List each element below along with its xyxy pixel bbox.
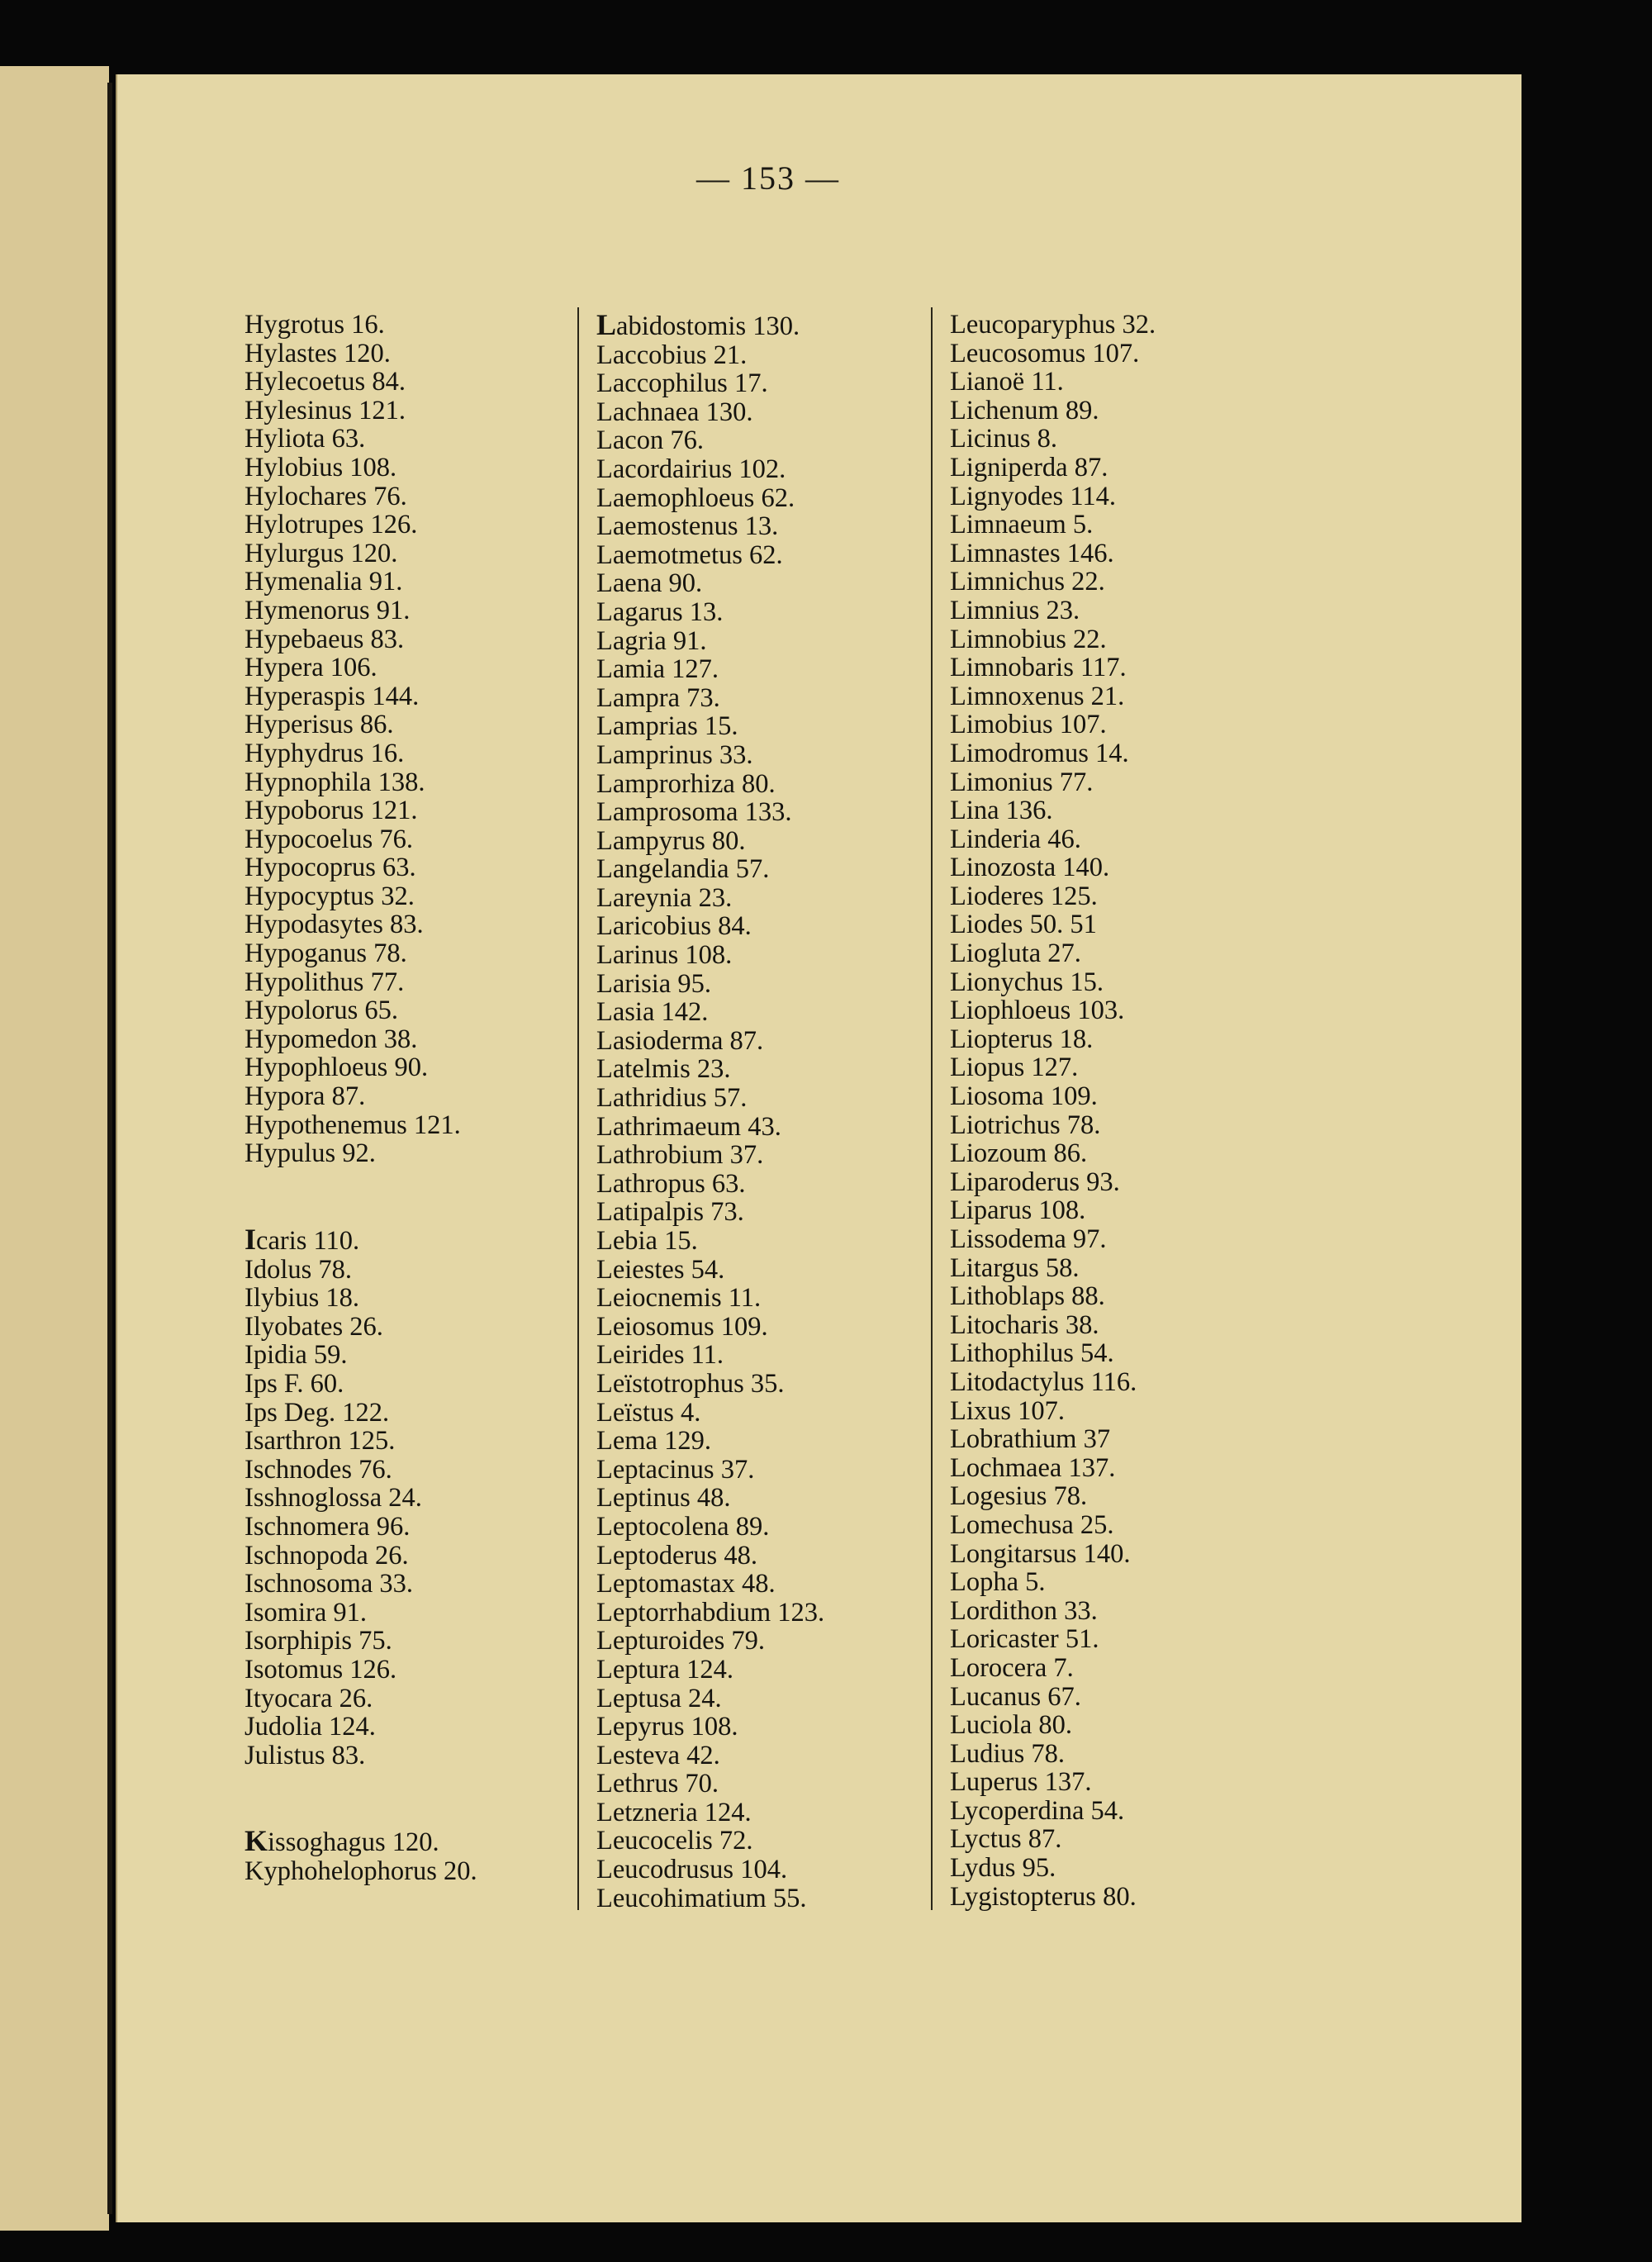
index-entry: Hyliota 63.	[244, 424, 366, 454]
index-entry: Leptinus 48.	[596, 1483, 731, 1514]
index-entry: Laemostenus 13.	[596, 511, 779, 542]
index-entry: Hyperisus 86.	[244, 710, 394, 740]
index-entry: Lionychus 15.	[950, 967, 1104, 997]
index-entry: Leptocolena 89.	[596, 1511, 770, 1542]
index-entry: Lydus 95.	[950, 1853, 1056, 1884]
index-entry: Larisia 95.	[596, 968, 711, 999]
index-entry: Liogluta 27.	[950, 939, 1081, 969]
index-entry: Leptusa 24.	[596, 1683, 722, 1713]
index-column-1	[244, 311, 477, 1886]
index-entry: Lina 136.	[950, 796, 1053, 826]
index-entry: Laemotmetus 62.	[596, 539, 783, 570]
index-entry: Hypebaeus 83.	[244, 624, 405, 654]
index-entry: Lampra 73.	[596, 682, 720, 713]
index-entry: Hymenalia 91.	[244, 567, 403, 597]
index-entry: Licinus 8.	[950, 424, 1057, 454]
index-entry: Ips Deg. 122.	[244, 1397, 390, 1428]
index-entry: Limnaeum 5.	[950, 510, 1094, 540]
index-entry: Lepturoides 79.	[596, 1626, 765, 1656]
index-entry: Lathropus 63.	[596, 1168, 746, 1199]
index-entry: Isshnoglossa 24.	[244, 1483, 422, 1514]
index-entry: Hylecoetus 84.	[244, 367, 406, 397]
index-entry: Ipidia 59.	[244, 1340, 348, 1371]
index-entry: Hypomedon 38.	[244, 1024, 418, 1054]
index-entry: Lichenum 89.	[950, 395, 1099, 425]
index-entry: Hypolorus 65.	[244, 996, 398, 1026]
index-entry: Lithoblaps 88.	[950, 1281, 1105, 1312]
index-entry: Limodromus 14.	[950, 738, 1129, 768]
index-entry: Logesius 78.	[950, 1481, 1088, 1512]
index-entry: Leptacinus 37.	[596, 1454, 755, 1485]
index-entry: Liozoum 86.	[950, 1138, 1088, 1169]
index-entry: Limnastes 146.	[950, 538, 1114, 568]
index-entry: Hypulus 92.	[244, 1138, 376, 1169]
index-entry: Liparus 108.	[950, 1195, 1086, 1226]
index-entry: Laemophloeus 62.	[596, 482, 795, 513]
index-entry: Lianoë 11.	[950, 367, 1064, 397]
index-entry: Isarthron 125.	[244, 1426, 396, 1457]
index-entry: Lacordairius 102.	[596, 454, 786, 484]
index-entry: Lesteva 42.	[596, 1740, 720, 1770]
index-entry: Ischnomera 96.	[244, 1511, 411, 1542]
index-entry: Letzneria 124.	[596, 1797, 752, 1827]
index-entry: Hymenorus 91.	[244, 595, 411, 625]
index-entry: Longitarsus 140.	[950, 1538, 1131, 1569]
index-entry: Limnobius 22.	[950, 624, 1107, 654]
index-entry: Ischnosoma 33.	[244, 1569, 413, 1599]
index-column-2	[596, 308, 825, 1913]
index-entry: Linozosta 140.	[950, 853, 1110, 883]
index-entry: Ityocara 26.	[244, 1683, 373, 1713]
index-entry: Lochmaea 137.	[950, 1452, 1116, 1483]
index-entry: Labidostomis 130.	[596, 308, 800, 341]
index-entry: Hylesinus 121.	[244, 395, 406, 425]
index-entry: Hypocoprus 63.	[244, 853, 416, 883]
index-entry: Liotrichus 78.	[950, 1110, 1101, 1140]
index-entry: Lucanus 67.	[950, 1681, 1081, 1712]
index-entry: Liopterus 18.	[950, 1024, 1094, 1054]
facing-page-edge	[0, 66, 109, 2231]
index-entry: Lema 129.	[596, 1426, 711, 1457]
index-entry: Laricobius 84.	[596, 911, 752, 942]
index-entry: Leucosomus 107.	[950, 338, 1140, 368]
index-entry: Hygrotus 16.	[244, 310, 385, 340]
index-entry: Leirides 11.	[596, 1340, 724, 1371]
index-entry: Hylotrupes 126.	[244, 510, 418, 540]
index-entry: Liodes 50. 51	[950, 910, 1097, 940]
index-entry: Kissoghagus 120.	[244, 1824, 439, 1858]
index-entry: Hypothenemus 121.	[244, 1110, 461, 1140]
index-entry: Ilyobates 26.	[244, 1311, 383, 1342]
binding-gutter	[107, 83, 112, 2214]
index-entry: Lacon 76.	[596, 425, 704, 456]
index-entry: Leiocnemis 11.	[596, 1283, 762, 1314]
index-entry: Lordithon 33.	[950, 1595, 1098, 1626]
index-entry: Lignyodes 114.	[950, 481, 1116, 511]
section-gap	[244, 1196, 477, 1225]
index-entry: Hypoborus 121.	[244, 796, 418, 826]
index-entry: Laena 90.	[596, 568, 703, 599]
index-entry: Leiestes 54.	[596, 1254, 725, 1285]
index-entry: Hyphydrus 16.	[244, 738, 405, 768]
index-entry: Lathrimaeum 43.	[596, 1111, 781, 1142]
index-entry: Lachnaea 130.	[596, 397, 753, 427]
index-entry: Leptorrhabdium 123.	[596, 1597, 825, 1628]
index-entry: Lepyrus 108.	[596, 1712, 738, 1742]
index-entry: Hyperaspis 144.	[244, 681, 420, 711]
index-entry: Ludius 78.	[950, 1738, 1066, 1769]
index-entry: Lyctus 87.	[950, 1824, 1062, 1855]
index-entry: Lamprinus 33.	[596, 739, 753, 770]
index-entry: Langelandia 57.	[596, 854, 770, 885]
index-entry: Lithophilus 54.	[950, 1338, 1114, 1369]
index-entry: Hypocyptus 32.	[244, 881, 415, 911]
column-rule	[577, 307, 579, 1910]
index-entry: Leïstus 4.	[596, 1397, 701, 1428]
index-entry: Leptoderus 48.	[596, 1540, 757, 1571]
index-entry: Laccophilus 17.	[596, 368, 768, 399]
index-entry: Lareynia 23.	[596, 882, 733, 913]
index-entry: Ischnodes 76.	[244, 1454, 392, 1485]
index-entry: Lobrathium 37	[950, 1424, 1111, 1455]
index-entry: Kyphohelophorus 20.	[244, 1856, 477, 1887]
index-entry: Latipalpis 73.	[596, 1197, 744, 1228]
index-entry: Hylobius 108.	[244, 452, 397, 482]
index-entry: Idolus 78.	[244, 1254, 352, 1285]
index-entry: Isorphipis 75.	[244, 1626, 392, 1656]
index-entry: Lixus 107.	[950, 1395, 1066, 1426]
index-entry: Leucodrusus 104.	[596, 1855, 788, 1885]
index-entry: Liparoderus 93.	[950, 1167, 1120, 1197]
index-entry: Limnobaris 117.	[950, 653, 1127, 683]
index-entry: Icaris 110.	[244, 1223, 360, 1256]
index-entry: Lagarus 13.	[596, 596, 724, 627]
index-entry: Hypera 106.	[244, 653, 377, 683]
index-entry: Loricaster 51.	[950, 1624, 1099, 1655]
index-entry: Limnius 23.	[950, 595, 1080, 625]
index-entry: Hypolithus 77.	[244, 967, 405, 997]
index-entry: Lampyrus 80.	[596, 825, 746, 856]
page-number: — 153 —	[696, 159, 840, 197]
index-column-3	[950, 311, 1156, 1911]
section-gap	[244, 1770, 477, 1799]
index-entry: Leiosomus 109.	[596, 1311, 768, 1342]
index-entry: Lopha 5.	[950, 1567, 1046, 1598]
index-entry: Liopus 127.	[950, 1053, 1079, 1083]
index-entry: Hypoganus 78.	[244, 939, 407, 969]
index-entry: Lycoperdina 54.	[950, 1795, 1125, 1826]
index-entry: Larinus 108.	[596, 940, 733, 971]
index-entry: Leucoparyphus 32.	[950, 310, 1156, 340]
index-entry: Limnichus 22.	[950, 567, 1105, 597]
index-entry: Hypnophila 138.	[244, 767, 425, 797]
index-entry: Hylastes 120.	[244, 338, 391, 368]
index-entry: Lamprorhiza 80.	[596, 768, 776, 799]
index-entry: Leucohimatium 55.	[596, 1883, 807, 1913]
index-entry: Litargus 58.	[950, 1252, 1080, 1283]
index-entry: Lamprias 15.	[596, 711, 738, 742]
index-entry: Leptura 124.	[596, 1654, 734, 1685]
index-entry: Lasioderma 87.	[596, 1025, 764, 1056]
index-entry: Julistus 83.	[244, 1740, 366, 1770]
column-rule	[931, 307, 933, 1910]
index-entry: Luperus 137.	[950, 1767, 1092, 1798]
index-entry: Latelmis 23.	[596, 1054, 731, 1085]
index-entry: Lamia 127.	[596, 654, 719, 685]
index-entry: Hypophloeus 90.	[244, 1053, 429, 1083]
index-entry: Limonius 77.	[950, 767, 1094, 797]
index-entry: Lagria 91.	[596, 625, 707, 656]
index-entry: Limnoxenus 21.	[950, 681, 1125, 711]
index-entry: Liophloeus 103.	[950, 996, 1125, 1026]
index-entry: Leptomastax 48.	[596, 1569, 776, 1599]
index-entry: Luciola 80.	[950, 1710, 1073, 1741]
index-entry: Leucocelis 72.	[596, 1826, 753, 1856]
index-entry: Lathridius 57.	[596, 1083, 748, 1114]
index-entry: Litocharis 38.	[950, 1309, 1099, 1340]
index-entry: Ischnopoda 26.	[244, 1540, 409, 1571]
index-entry: Lasia 142.	[596, 997, 709, 1028]
index-entry: Limobius 107.	[950, 710, 1107, 740]
index-entry: Laccobius 21.	[596, 340, 748, 370]
index-entry: Hypodasytes 83.	[244, 910, 424, 940]
index-entry: Isomira 91.	[244, 1597, 368, 1628]
index-entry: Litodactylus 116.	[950, 1366, 1137, 1397]
index-entry: Lathrobium 37.	[596, 1140, 764, 1171]
index-entry: Hylochares 76.	[244, 481, 407, 511]
index-entry: Lomechusa 25.	[950, 1509, 1114, 1540]
index-entry: Lamprosoma 133.	[596, 797, 792, 828]
index-entry: Lioderes 125.	[950, 881, 1098, 911]
section-gap	[244, 1799, 477, 1827]
index-entry: Ligniperda 87.	[950, 452, 1108, 482]
index-entry: Lissodema 97.	[950, 1224, 1107, 1254]
index-entry: Hypora 87.	[244, 1081, 366, 1112]
index-entry: Liosoma 109.	[950, 1081, 1098, 1112]
section-gap	[244, 1168, 477, 1197]
index-entry: Ips F. 60.	[244, 1368, 344, 1399]
index-entry: Hypocoelus 76.	[244, 824, 413, 854]
index-entry: Judolia 124.	[244, 1712, 376, 1742]
index-entry: Leïstotrophus 35.	[596, 1368, 785, 1399]
index-entry: Ilybius 18.	[244, 1283, 360, 1314]
index-entry: Linderia 46.	[950, 824, 1081, 854]
index-entry: Lygistopterus 80.	[950, 1881, 1137, 1912]
index-entry: Lorocera 7.	[950, 1652, 1074, 1683]
index-entry: Lethrus 70.	[596, 1769, 719, 1799]
index-entry: Lebia 15.	[596, 1226, 698, 1256]
index-entry: Hylurgus 120.	[244, 538, 398, 568]
index-entry: Isotomus 126.	[244, 1654, 397, 1685]
